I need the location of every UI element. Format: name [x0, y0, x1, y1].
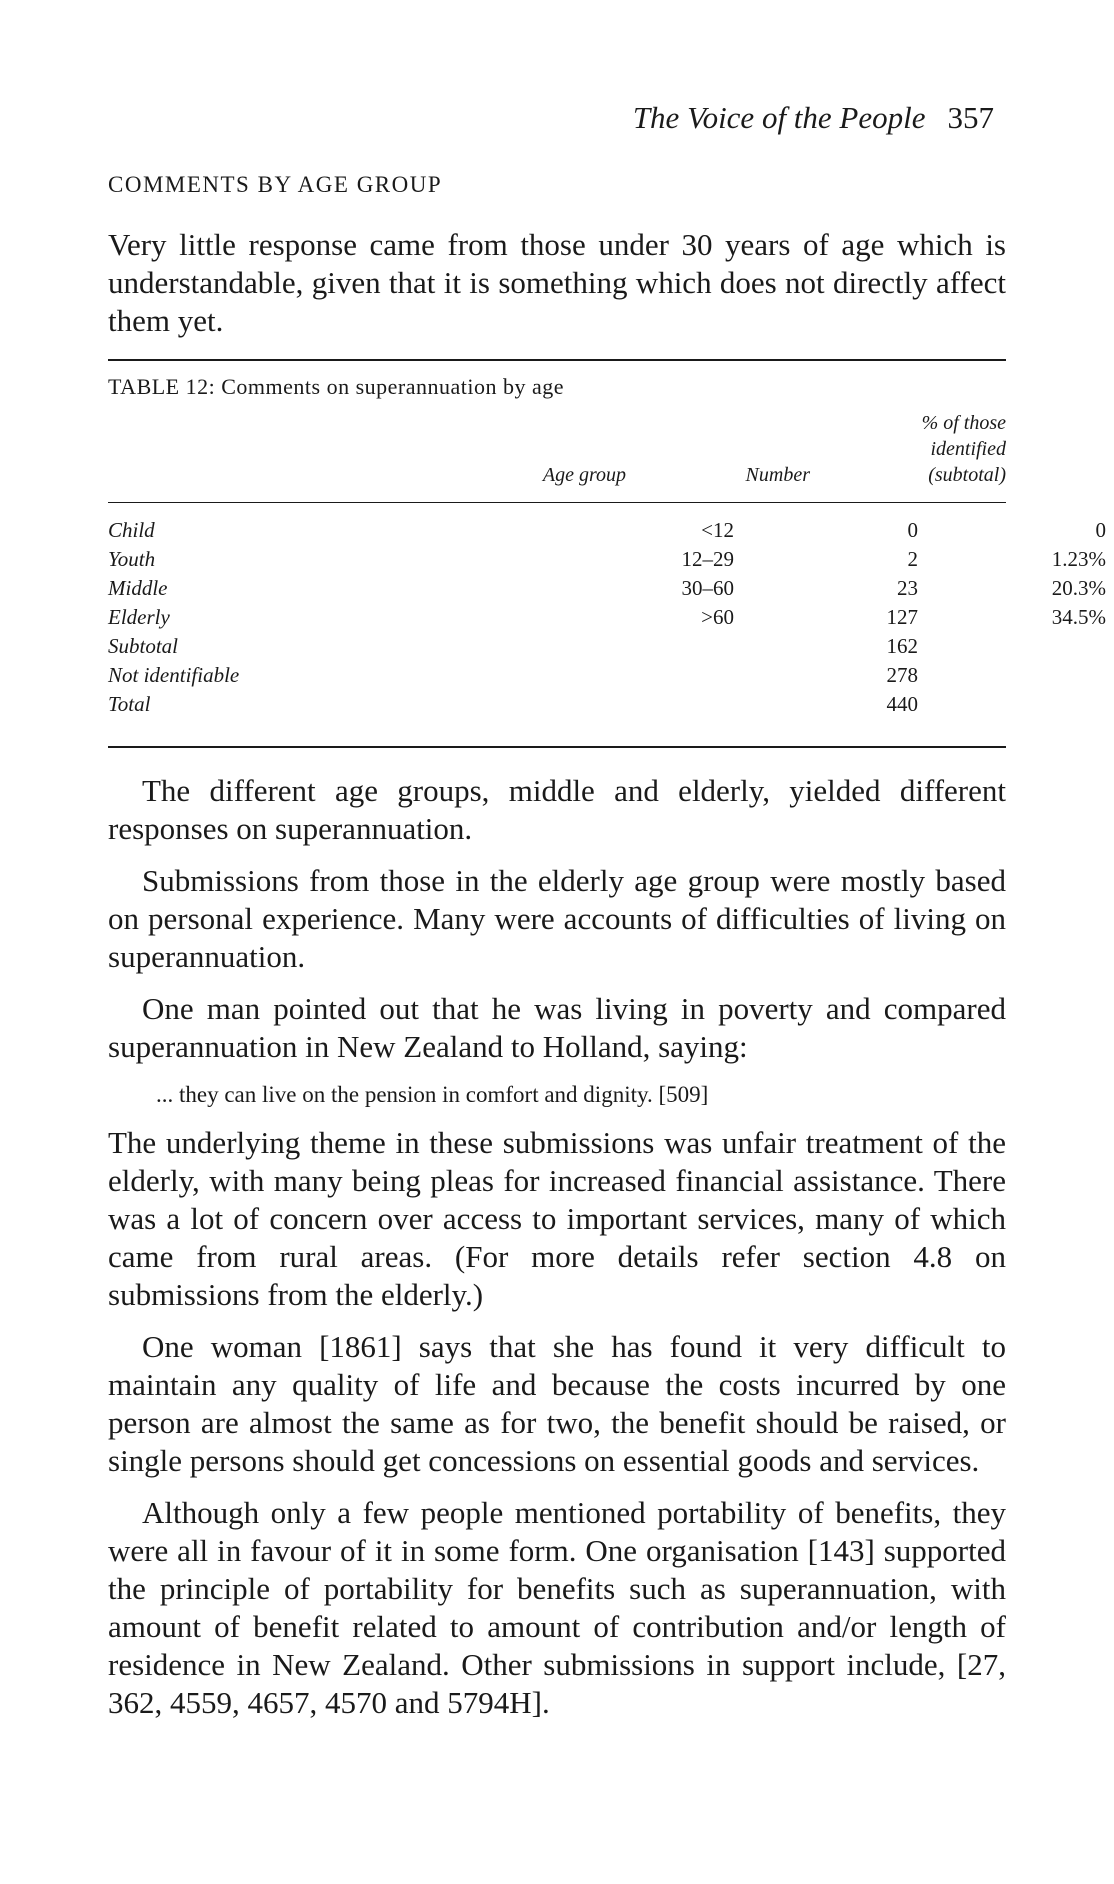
table-body: [108, 518, 1106, 721]
row-label: Child: [108, 518, 155, 542]
intro-paragraph: Very little response came from those under 30 years of age which is understandable, given that it is something which does not directly affect them yet.: [108, 227, 1006, 338]
table-row: [108, 692, 1006, 721]
row-label: Middle: [108, 576, 168, 600]
table-row: [108, 547, 1106, 576]
table-row: [108, 576, 1106, 605]
row-age: 30–60: [681, 576, 734, 600]
row-label: Not identifiable: [108, 663, 240, 687]
table-row: [108, 518, 1106, 547]
row-percent: 20.3%: [1051, 576, 1106, 600]
row-number: 0: [907, 518, 918, 542]
row-number: 440: [886, 692, 918, 716]
row-label: Total: [108, 692, 151, 716]
intro-block: [108, 226, 1006, 354]
table-row: [108, 663, 1006, 692]
row-label: Youth: [108, 547, 156, 571]
header-percent: % of those identified (subtotal): [921, 412, 1006, 486]
block-quote: ... they can live on the pension in comfort and dignity. [509]: [156, 1082, 709, 1107]
table-row: [108, 605, 1106, 634]
row-percent: 1.23%: [1051, 547, 1106, 571]
running-head-title: The Voice of the People: [632, 100, 926, 135]
row-number: 162: [886, 634, 918, 658]
paragraph: Submissions from those in the elderly age group were mostly based on personal experience. Many were accounts of difficulties of living on superannuation.: [108, 863, 1006, 974]
section-heading: COMMENTS BY AGE GROUP: [108, 172, 443, 197]
header-age-group: Age group: [542, 464, 626, 486]
paragraph: One woman [1861] says that she has found it very difficult to maintain any quality of life and because the costs incurred by one person are almost the same as for two, the benefit should be raised, or single persons should get concessions on essential goods and services.: [108, 1329, 1006, 1478]
body-text: [108, 772, 1006, 1736]
row-label: Subtotal: [108, 634, 179, 658]
paragraph: One man pointed out that he was living in poverty and compared superannuation in New Zealand to Holland, saying:: [108, 991, 1006, 1064]
table-header-rule: [108, 502, 1006, 503]
table-row: [108, 634, 1006, 663]
row-number: 23: [897, 576, 918, 600]
row-number: 2: [907, 547, 918, 571]
paragraph: The different age groups, middle and elderly, yielded different responses on superannuation.: [108, 773, 1006, 846]
table-top-rule: [108, 359, 1006, 361]
row-number: 127: [886, 605, 918, 629]
row-percent: 34.5%: [1051, 605, 1106, 629]
header-number: Number: [745, 464, 810, 486]
running-head: [633, 100, 994, 136]
row-label: Elderly: [108, 605, 170, 629]
row-number: 278: [886, 663, 918, 687]
paragraph: The underlying theme in these submissions was unfair treatment of the elderly, with many being pleas for increased financial assistance. There was a lot of concern over access to important services, many of which came from rural areas. (For more details refer section 4.8 on submissions from the elderly.): [108, 1125, 1006, 1312]
row-age: 12–29: [681, 547, 734, 571]
table-caption: TABLE 12: Comments on superannuation by age: [108, 374, 564, 399]
row-percent: 0: [1095, 518, 1106, 542]
row-age: <12: [701, 518, 734, 542]
table-bottom-rule: [108, 746, 1006, 748]
row-age: >60: [701, 605, 734, 629]
paragraph: Although only a few people mentioned portability of benefits, they were all in favour of it in some form. One organisation [143] supported the principle of portability for benefits such as superannuation, with amount of benefit related to amount of contribution and/or length of residence in New Zealand. Other submissions in support include, [27, 362, 4559, 4657, 4570 and 5794H].: [108, 1495, 1006, 1720]
page-number: 357: [947, 100, 994, 135]
